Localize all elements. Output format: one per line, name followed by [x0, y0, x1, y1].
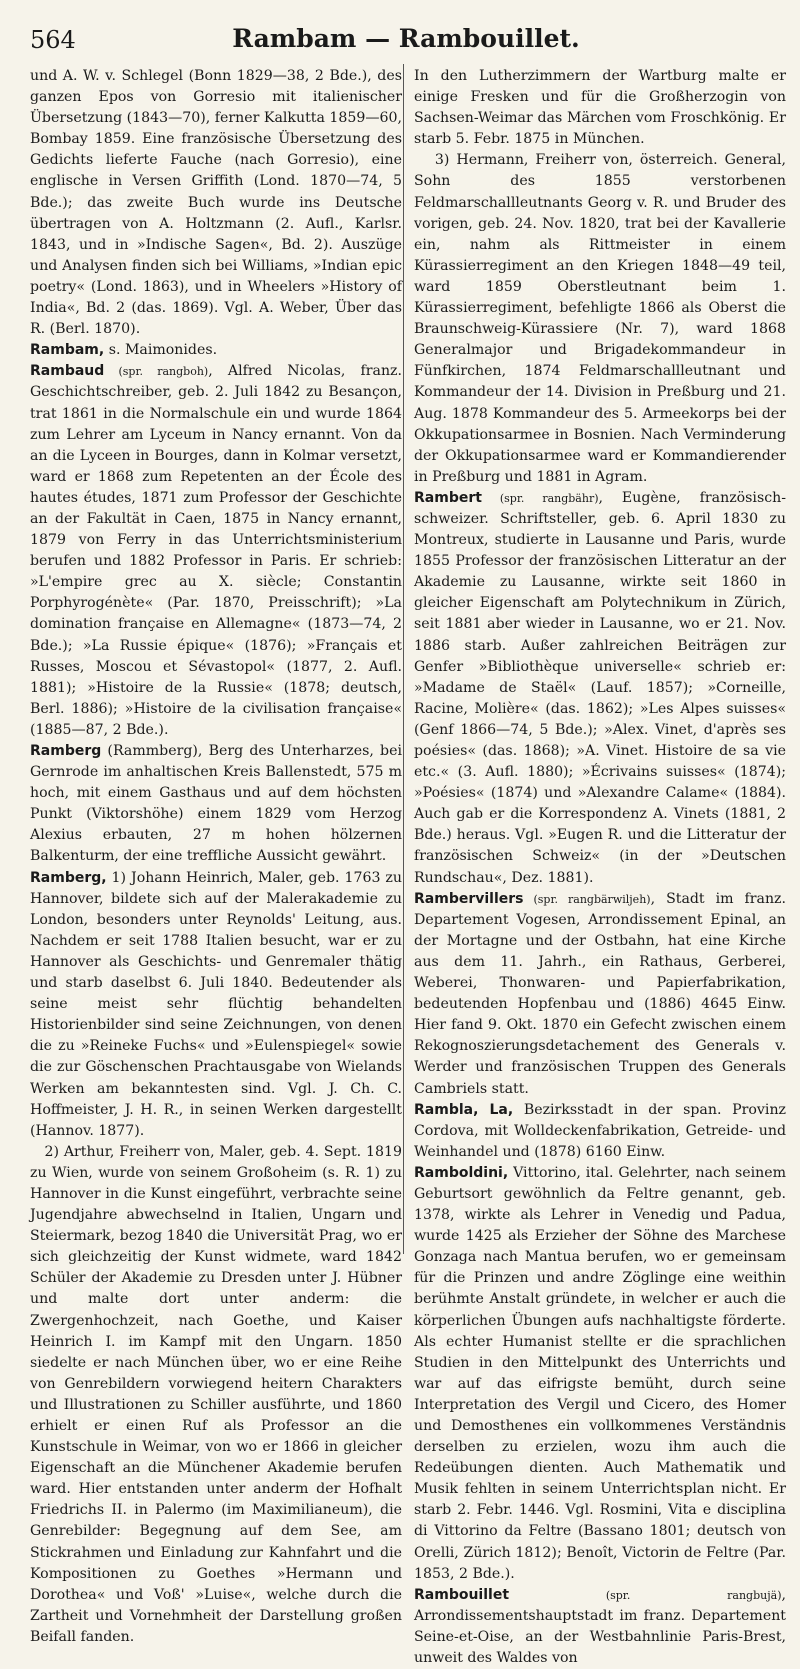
- entry-subsection: 2) Arthur, Freiherr von, Maler, geb. 4. Sept. 1819 zu Wien, wurde von seinem Großoheim (s. R. 1) zu Hannover in die Kunst eingeführt, verbrachte seine Jugendjahre abwechselnd in Italien, Ungarn und Steiermark, bezog 1840 die Universität Prag, wo er sich gleichzeitig der Kunst widmete, ward 1842 Schüler der Akademie zu Dresden unter J. Hübner und malte dort unter anderm: die Zwergenhochzeit, nach Goethe, und Kaiser Heinrich I. im Kampf mit den Ungarn. 1850 siedelte er nach München über, wo er eine Reihe von Genrebildern vorwiegend heitern Charakters und Illustrationen zu Schiller ausführte, und 1860 erhielt er einen Ruf als Professor an die Kunstschule in Weimar, von wo er 1866 in gleicher Eigenschaft an die Münchener Akademie berufen ward. Hier entstanden unter anderm der Hofhalt Friedrichs II. in Palermo (im Maximilianeum), die Genrebilder: Begegnung auf dem See, am Stickrahmen und Einladung zur Kahnfahrt und die Kompositionen zu Goethes »Hermann und Dorothea« und Voß' »Luise«, welche durch die Zartheit und Vornehmheit der Darstellung großen Beifall fanden.: [30, 1143, 402, 1645]
- headword: Ramberg: [30, 743, 102, 759]
- left-column: [30, 66, 402, 1648]
- headword: Rambam,: [30, 342, 105, 359]
- entry-continuation: und A. W. v. Schlegel (Bonn 1829—38, 2 Bde.), des ganzen Epos von Gorresio mit italienischer Übersetzung (1843—70), ferner Kalkutta 1859—60, Bombay 1859. Eine französische Übersetzung des Gedichts lieferte Fauche (nach Gorresio), eine englische in Versen Griffith (Lond. 1870—74, 5 Bde.); das zweite Buch wurde ins Deutsche übertragen von A. Holtzmann (2. Aufl., Karlsr. 1843, und in »Indische Sagen«, Bd. 2). Auszüge und Analysen finden sich bei Williams, »Indian epic poetry« (Lond. 1863), und in Wheelers »History of India«, Bd. 2 (das. 1869). Vgl. A. Weber, Über das R. (Berl. 1870).: [30, 68, 402, 338]
- entry-rambert: Rambert (spr. rangbähr), Eugène, französisch-schweizer. Schriftsteller, geb. 6. April 1830 zu Montreux, studierte in Lausanne und Paris, wurde 1855 Professor der französischen Litteratur an der Akademie zu Lausanne, wirkte seit 1860 in gleicher Eigenschaft am Polytechnikum in Zürich, seit 1881 aber wieder in Lausanne, wo er 21. Nov. 1886 starb. Außer zahlreichen Beiträgen zur Genfer »Bibliothèque universelle« schrieb er: »Madame de Staël« (Lauf. 1857); »Corneille, Racine, Molière« (das. 1862); »Les Alpes suisses« (Genf 1866—74, 5 Bde.); »Alex. Vinet, d'après ses poésies« (das. 1868); »A. Vinet. Histoire de sa vie etc.« (3. Aufl. 1880); »Écrivains suisses« (1874); »Poésies« (1874) und »Alexandre Calame« (1884). Auch gab er die Korrespondenz A. Vinets (1881, 2 Bde.) heraus. Vgl. »Eugen R. und die Litteratur der französischen Schweiz« (in der »Deutschen Rundschau«, Dez. 1881).: [414, 489, 786, 886]
- right-column: [414, 66, 786, 1669]
- running-title: Rambam — Rambouillet.: [232, 24, 580, 53]
- column-divider: [403, 64, 404, 1254]
- pronunciation: (spr. rangbujä): [509, 1588, 782, 1602]
- pronunciation: (spr. rangbähr): [481, 491, 599, 505]
- headword: Rambaud: [30, 363, 105, 380]
- entry-rambouillet: Rambouillet (spr. rangbujä), Arrondissementshauptstadt im franz. Departement Seine-et-Oise, an der Westbahnlinie Paris-Brest, unweit des Waldes von: [414, 1586, 786, 1667]
- headword: Rambouillet: [414, 1586, 510, 1603]
- entry-rambla: Rambla, La, Bezirksstadt in der span. Provinz Cordova, mit Wolldeckenfabrikation, Getreide- und Weinhandel und (1878) 6160 Einw.: [414, 1101, 786, 1160]
- pronunciation: (spr. rangboh): [104, 365, 209, 379]
- entry-ramberg-mountain: Ramberg (Rammberg), Berg des Unterharzes, bei Gernrode im anhaltischen Kreis Ballenstedt, 575 m hoch, mit einem Gasthaus und auf dem höchsten Punkt (Viktorshöhe) einem 1829 vom Herzog Alexius erbauten, 27 m hohen hölzernen Balkenturm, der eine treffliche Aussicht gewährt.: [30, 743, 402, 865]
- entry-rambervillers: Rambervillers (spr. rangbärwiljeh), Stadt im franz. Departement Vogesen, Arrondissement Epinal, an der Mortagne und der Ostbahn, hat eine Kirche aus dem 11. Jahrh., ein Rathaus, Gerberei, Weberei, Thonwaren- und Papierfabrikation, bedeutenden Hopfenbau und (1886) 4645 Einw. Hier fand 9. Okt. 1870 ein Gefecht zwischen einem Rekognoszierungsdetachement des Generals v. Werder und französischen Truppen des Generals Cambriels statt.: [414, 890, 786, 1097]
- headword: Ramboldini,: [414, 1164, 509, 1181]
- entry-ramboldini: Ramboldini, Vittorino, ital. Gelehrter, nach seinem Geburtsort gewöhnlich da Feltre genannt, geb. 1378, wirkte als Lehrer in Venedig und Padua, wurde 1425 als Erzieher der Söhne des Marchese Gonzaga nach Mantua berufen, wo er gemeinsam für die Prinzen und andre Zöglinge eine weithin berühmte Anstalt gründete, in welcher er auch die körperlichen Übungen aufs nachhaltigste förderte. Als echter Humanist stellte er die sprachlichen Studien in den Mittelpunkt des Unterrichts und war auf das eifrigste bemüht, durch seine Interpretation des Vergil und Cicero, des Homer und Demosthenes ein vollkommenes Verständnis derselben zu erzielen, wozu ihm auch die Redeübungen dienten. Auch Mathematik und Musik fehlten in seinem Unterrichtsplan nicht. Er starb 2. Febr. 1446. Vgl. Rosmini, Vita e disciplina di Vittorino da Feltre (Bassano 1801; deutsch von Orelli, Zürich 1812); Benoît, Victorin de Feltre (Par. 1853, 2 Bde.).: [414, 1164, 786, 1582]
- headword: Rambervillers: [414, 890, 524, 907]
- entry-continuation: In den Lutherzimmern der Wartburg malte er einige Fresken und für die Großherzogin von Sachsen-Weimar das Märchen vom Froschkönig. Er starb 5. Febr. 1875 in München.: [414, 68, 786, 148]
- headword: Ramberg,: [30, 869, 107, 886]
- page-number: 564: [30, 26, 76, 54]
- headword: Rambla, La,: [414, 1101, 514, 1118]
- entry-rambam: Rambam, s. Maimonides.: [30, 342, 218, 359]
- entry-ramberg-persons: Ramberg, 1) Johann Heinrich, Maler, geb. 1763 zu Hannover, bildete sich auf der Malerakademie zu London, besonders unter Reynolds' Leitung, aus. Nachdem er seit 1788 Italien besucht, war er zu Hannover als Geschichts- und Genremaler thätig und starb daselbst 6. Juli 1840. Bedeutender als seine meist sehr flüchtig behandelten Historienbilder sind seine Zeichnungen, von denen die zu »Reineke Fuchs« und »Eulenspiegel« sowie die zur Göschenschen Prachtausgabe von Wielands Werken am bekanntesten sind. Vgl. J. Ch. C. Hoffmeister, J. H. R., in seinen Werken dargestellt (Hannov. 1877).: [30, 869, 402, 1139]
- entry-subsection: 3) Hermann, Freiherr von, österreich. General, Sohn des 1855 verstorbenen Feldmarschallleutnants Georg v. R. und Bruder des vorigen, geb. 24. Nov. 1820, trat bei der Kavallerie ein, nahm als Rittmeister in einem Kürassierregiment an den Kriegen 1848—49 teil, ward 1859 Oberstleutnant beim 1. Kürassierregiment, befehligte 1866 als Oberst die Braunschweig-Kürassiere (Nr. 7), ward 1868 Generalmajor und Brigadekommandeur in Fünfkirchen, 1874 Feldmarschallleutnant und Kommandeur der 14. Division in Preßburg und 21. Aug. 1878 Kommandeur des 5. Armeekorps bei der Okkupationsarmee in Bosnien. Nach Verminderung der Okkupationsarmee ward er Kommandierender in Preßburg und 1881 in Agram.: [414, 152, 786, 485]
- entry-rambaud: Rambaud (spr. rangboh), Alfred Nicolas, franz. Geschichtschreiber, geb. 2. Juli 1842 zu Besançon, trat 1861 in die Normalschule ein und wurde 1864 zum Lehrer am Lyceum in Nancy ernannt. Von da an die Lyceen in Bourges, dann in Kolmar versetzt, ward er 1868 zum Repetenten an der École des hautes études, 1871 zum Professor der Geschichte an der Fakultät in Caen, 1875 in Nancy ernannt, 1879 von Ferry in das Unterrichtsministerium berufen und 1882 Professor in Paris. Er schrieb: »L'empire grec au X. siècle; Constantin Porphyrogénète« (Par. 1870, Preisschrift); »La domination française en Allemagne« (1873—74, 2 Bde.); »La Russie épique« (1876); »Français et Russes, Moscou et Sévastopol« (1877, 2. Aufl. 1881); »Histoire de la Russie« (1878; deutsch, Berl. 1886); »Histoire de la civilisation française« (1885—87, 2 Bde.).: [30, 363, 403, 738]
- page-header: [30, 16, 782, 60]
- headword: Rambert: [414, 489, 482, 506]
- pronunciation: (spr. rangbärwiljeh): [523, 892, 651, 906]
